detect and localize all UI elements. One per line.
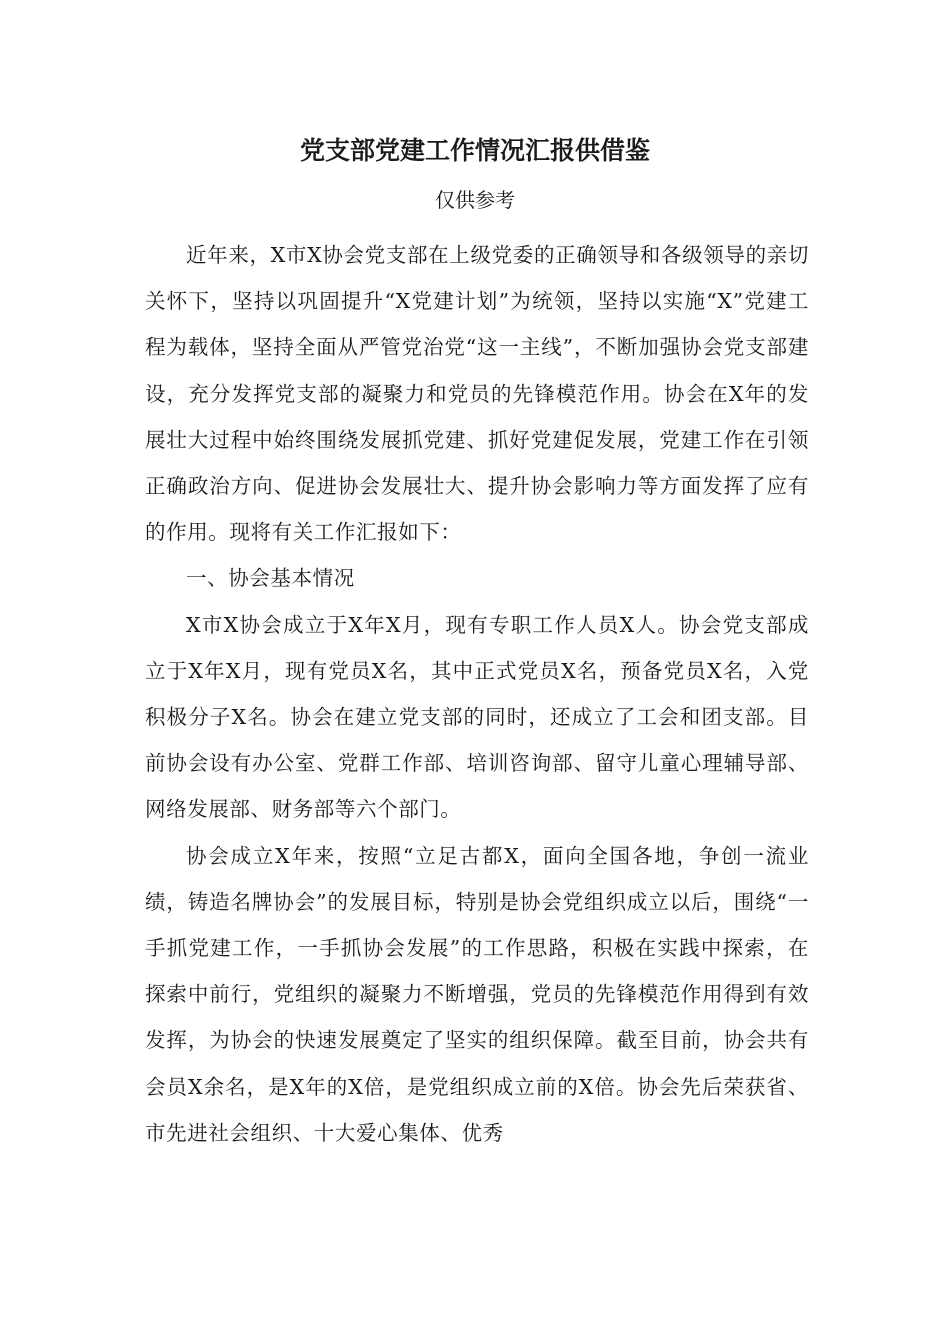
paragraph-intro: 近年来，X市X协会党支部在上级党委的正确领导和各级领导的亲切关怀下，坚持以巩固提升“X党建计划”为统领，坚持以实施“X”党建工程为载体，坚持全面从严管党治党“这一主线”，不断加强协会党支部建设，充分发挥党支部的凝聚力和党员的先锋模范作用。协会在X年的发展壮大过程中始终围绕发展抓党建、抓好党建促发展，党建工作在引领正确政治方向、促进协会发展壮大、提升协会影响力等方面发挥了应有的作用。现将有关工作汇报如下： bbox=[145, 243, 809, 545]
document-body bbox=[145, 232, 809, 1156]
document-title: 党支部党建工作情况汇报供借鉴 bbox=[299, 136, 650, 165]
paragraph-basic-info: X市X协会成立于X年X月，现有专职工作人员X人。协会党支部成立于X年X月，现有党员X名，其中正式党员X名，预备党员X名，入党积极分子X名。协会在建立党支部的同时，还成立了工会和团支部。目前协会设有办公室、党群工作部、培训咨询部、留守儿童心理辅导部、网络发展部、财务部等六个部门。 bbox=[145, 612, 809, 822]
document-subtitle: 仅供参考 bbox=[435, 188, 515, 212]
paragraph-development: 协会成立X年来，按照“立足古都X，面向全国各地，争创一流业绩，铸造名牌协会”的发展目标，特别是协会党组织成立以后，围绕“一手抓党建工作，一手抓协会发展”的工作思路，积极在实践中探索，在探索中前行，党组织的凝聚力不断增强，党员的先锋模范作用得到有效发挥，为协会的快速发展奠定了坚实的组织保障。截至目前，协会共有会员X余名，是X年的X倍，是党组织成立前的X倍。协会先后荣获省、市先进社会组织、十大爱心集体、优秀 bbox=[145, 843, 809, 1145]
section-heading: 一、协会基本情况 bbox=[186, 566, 355, 591]
